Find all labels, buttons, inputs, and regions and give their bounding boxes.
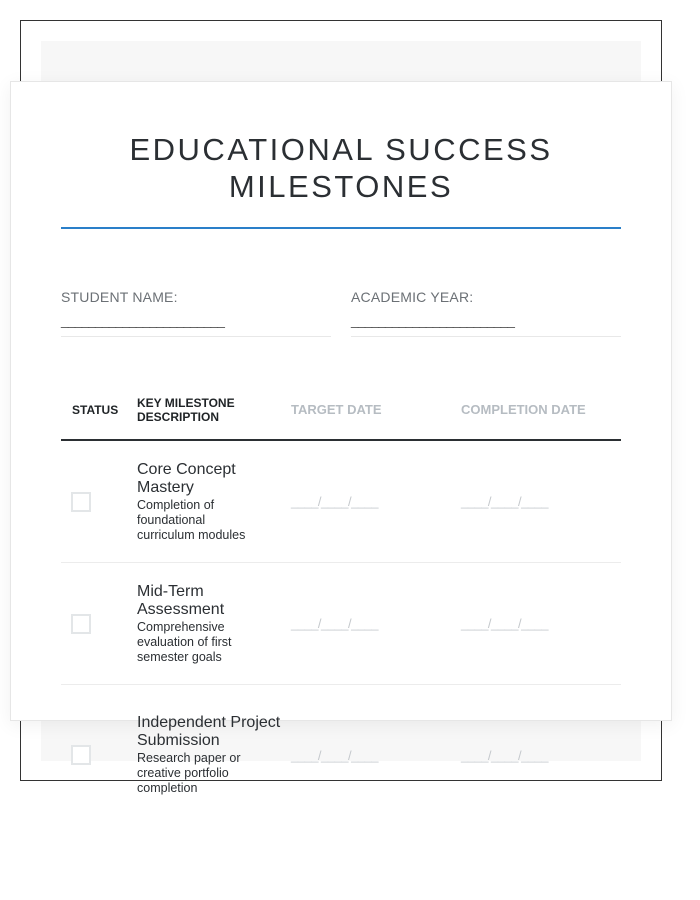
academic-year-input[interactable]: ________________________ <box>351 312 514 328</box>
page-title: EDUCATIONAL SUCCESS MILESTONES <box>129 132 553 204</box>
header-target-date: TARGET DATE <box>291 401 382 417</box>
milestone-title: Independent Project Submission <box>137 714 281 749</box>
header-status: STATUS <box>72 402 119 417</box>
milestone-description: Comprehensive evaluation of first semester goals <box>137 619 232 664</box>
status-cell <box>61 745 137 765</box>
completion-date-cell <box>461 616 621 631</box>
description-cell <box>137 583 291 665</box>
completion-date-input[interactable]: ____/____/____ <box>461 747 548 763</box>
status-cell <box>61 614 137 634</box>
completion-date-input[interactable]: ____/____/____ <box>461 616 548 631</box>
target-date-input[interactable]: ____/____/____ <box>291 494 378 509</box>
completion-date-cell <box>461 494 621 509</box>
description-cell <box>137 714 291 796</box>
completion-date-input[interactable]: ____/____/____ <box>461 494 548 509</box>
target-date-input[interactable]: ____/____/____ <box>291 747 378 763</box>
academic-year-field <box>351 289 621 337</box>
student-name-input[interactable]: ________________________ <box>61 312 224 328</box>
table-row <box>61 685 621 825</box>
status-checkbox[interactable] <box>71 492 91 512</box>
target-date-cell <box>291 494 461 509</box>
status-checkbox[interactable] <box>71 614 91 634</box>
milestone-form <box>61 81 621 825</box>
title-divider <box>61 227 621 229</box>
milestone-title: Core Concept Mastery <box>137 460 236 496</box>
status-cell <box>61 492 137 512</box>
table-header <box>61 380 621 441</box>
target-date-cell <box>291 748 461 763</box>
student-info-fields <box>61 289 621 337</box>
table-row <box>61 563 621 685</box>
header-description: KEY MILESTONE DESCRIPTION <box>137 395 235 424</box>
description-cell <box>137 461 291 543</box>
student-name-field <box>61 289 331 337</box>
milestone-description: Research paper or creative portfolio completion <box>137 751 241 795</box>
target-date-input[interactable]: ____/____/____ <box>291 616 378 631</box>
table-row <box>61 441 621 563</box>
milestone-table <box>61 380 621 825</box>
milestone-title: Mid-Term Assessment <box>137 582 225 618</box>
student-name-label: STUDENT NAME: <box>61 289 178 305</box>
milestone-description: Completion of foundational curriculum modules <box>137 497 246 542</box>
academic-year-label: ACADEMIC YEAR: <box>351 289 474 305</box>
status-checkbox[interactable] <box>71 745 91 765</box>
header-completion-date: COMPLETION DATE <box>461 401 586 417</box>
target-date-cell <box>291 616 461 631</box>
completion-date-cell <box>461 748 621 763</box>
